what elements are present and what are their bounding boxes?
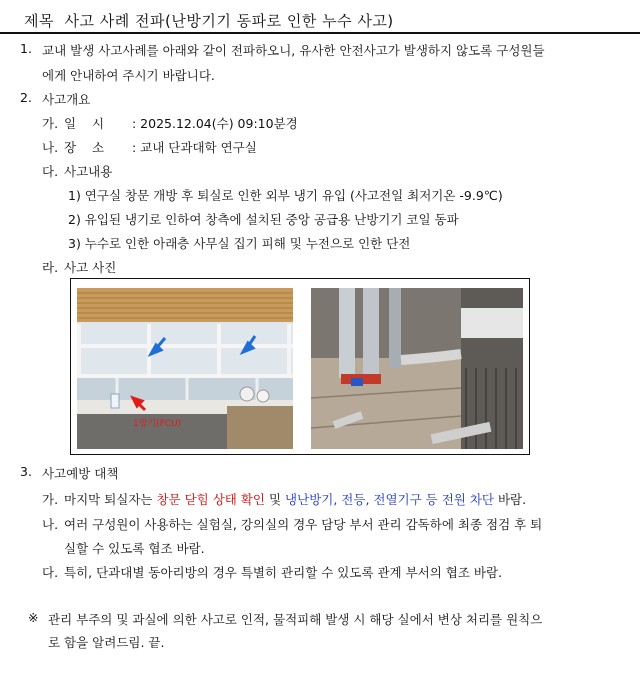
- measure-a-text: [64, 490, 526, 508]
- note-line1: 관리 부주의 및 과실에 의한 사고로 인적, 물적피해 발생 시 해당 실에서 변상 처리를 원칙으: [48, 612, 543, 627]
- item-content-label: 사고내용: [64, 164, 113, 179]
- section3-number: 3.: [20, 464, 32, 479]
- measure-b-line2: 실할 수 있도록 협조 바람.: [64, 541, 205, 556]
- accident-photos-frame: [70, 278, 530, 455]
- measure-c-text: 특히, 단과대별 동아리방의 경우 특별히 관리할 수 있도록 관계 부서의 협조 바람.: [64, 565, 503, 580]
- item-place-marker: 나.: [42, 140, 59, 155]
- detail-2: 2) 유입된 냉기로 인하여 창측에 설치된 중앙 공급용 난방기기 코일 동파: [68, 212, 459, 227]
- title-underline: [0, 32, 640, 34]
- item-place-value: : 교내 단과대학 연구실: [132, 140, 257, 155]
- detail-1: 1) 연구실 창문 개방 후 퇴실로 인한 외부 냉기 유입 (사고전일 최저기온 -9.9℃): [68, 188, 503, 203]
- measure-a-middle: 및: [265, 492, 286, 507]
- measure-b-marker: 나.: [42, 517, 59, 532]
- section2-number: 2.: [20, 90, 32, 105]
- title-text: 사고 사례 전파(난방기기 동파로 인한 누수 사고): [64, 12, 394, 30]
- measure-c-marker: 다.: [42, 565, 59, 580]
- accident-photo-window: [77, 288, 293, 449]
- note-symbol: ※: [28, 610, 39, 625]
- accident-photo-pipes: [311, 288, 523, 449]
- measure-b-line1: 여러 구성원이 사용하는 실험실, 강의실의 경우 담당 부서 관리 감독하에 최종 점검 후 퇴: [64, 517, 543, 532]
- item-photos-marker: 라.: [42, 260, 59, 275]
- detail-3: 3) 누수로 인한 아래층 사무실 집기 피해 및 누전으로 인한 단전: [68, 236, 411, 251]
- measure-a-prefix: 마지막 퇴실자는: [64, 492, 157, 507]
- item-content-marker: 다.: [42, 164, 59, 179]
- item-photos-label: 사고 사진: [64, 260, 117, 275]
- photo-caption-fcu: 1방기(FCU): [133, 419, 182, 429]
- measure-a-suffix: 바람.: [494, 492, 527, 507]
- section1-number: 1.: [20, 41, 32, 56]
- item-date-label: 일 시: [64, 116, 105, 131]
- document-title: [0, 6, 640, 32]
- title-label: 제목: [24, 12, 54, 30]
- item-date-value: : 2025.12.04(수) 09:10분경: [132, 116, 298, 131]
- note-line2: 로 함을 알려드림. 끝.: [48, 635, 165, 650]
- item-date-marker: 가.: [42, 116, 59, 131]
- section1-line2: 에게 안내하여 주시기 바랍니다.: [42, 68, 215, 83]
- measure-a-blue-emphasis: 냉난방기, 전등, 전열기구 등 전원 차단: [285, 492, 494, 507]
- item-place-label: 장 소: [64, 140, 105, 155]
- section1-line1: 교내 발생 사고사례를 아래와 같이 전파하오니, 유사한 안전사고가 발생하지 않도록 구성원들: [42, 43, 545, 58]
- measure-a-red-emphasis: 창문 닫힘 상태 확인: [156, 492, 266, 507]
- section3-heading: 사고예방 대책: [42, 466, 119, 481]
- section2-heading: 사고개요: [42, 92, 91, 107]
- measure-a-marker: 가.: [42, 492, 59, 507]
